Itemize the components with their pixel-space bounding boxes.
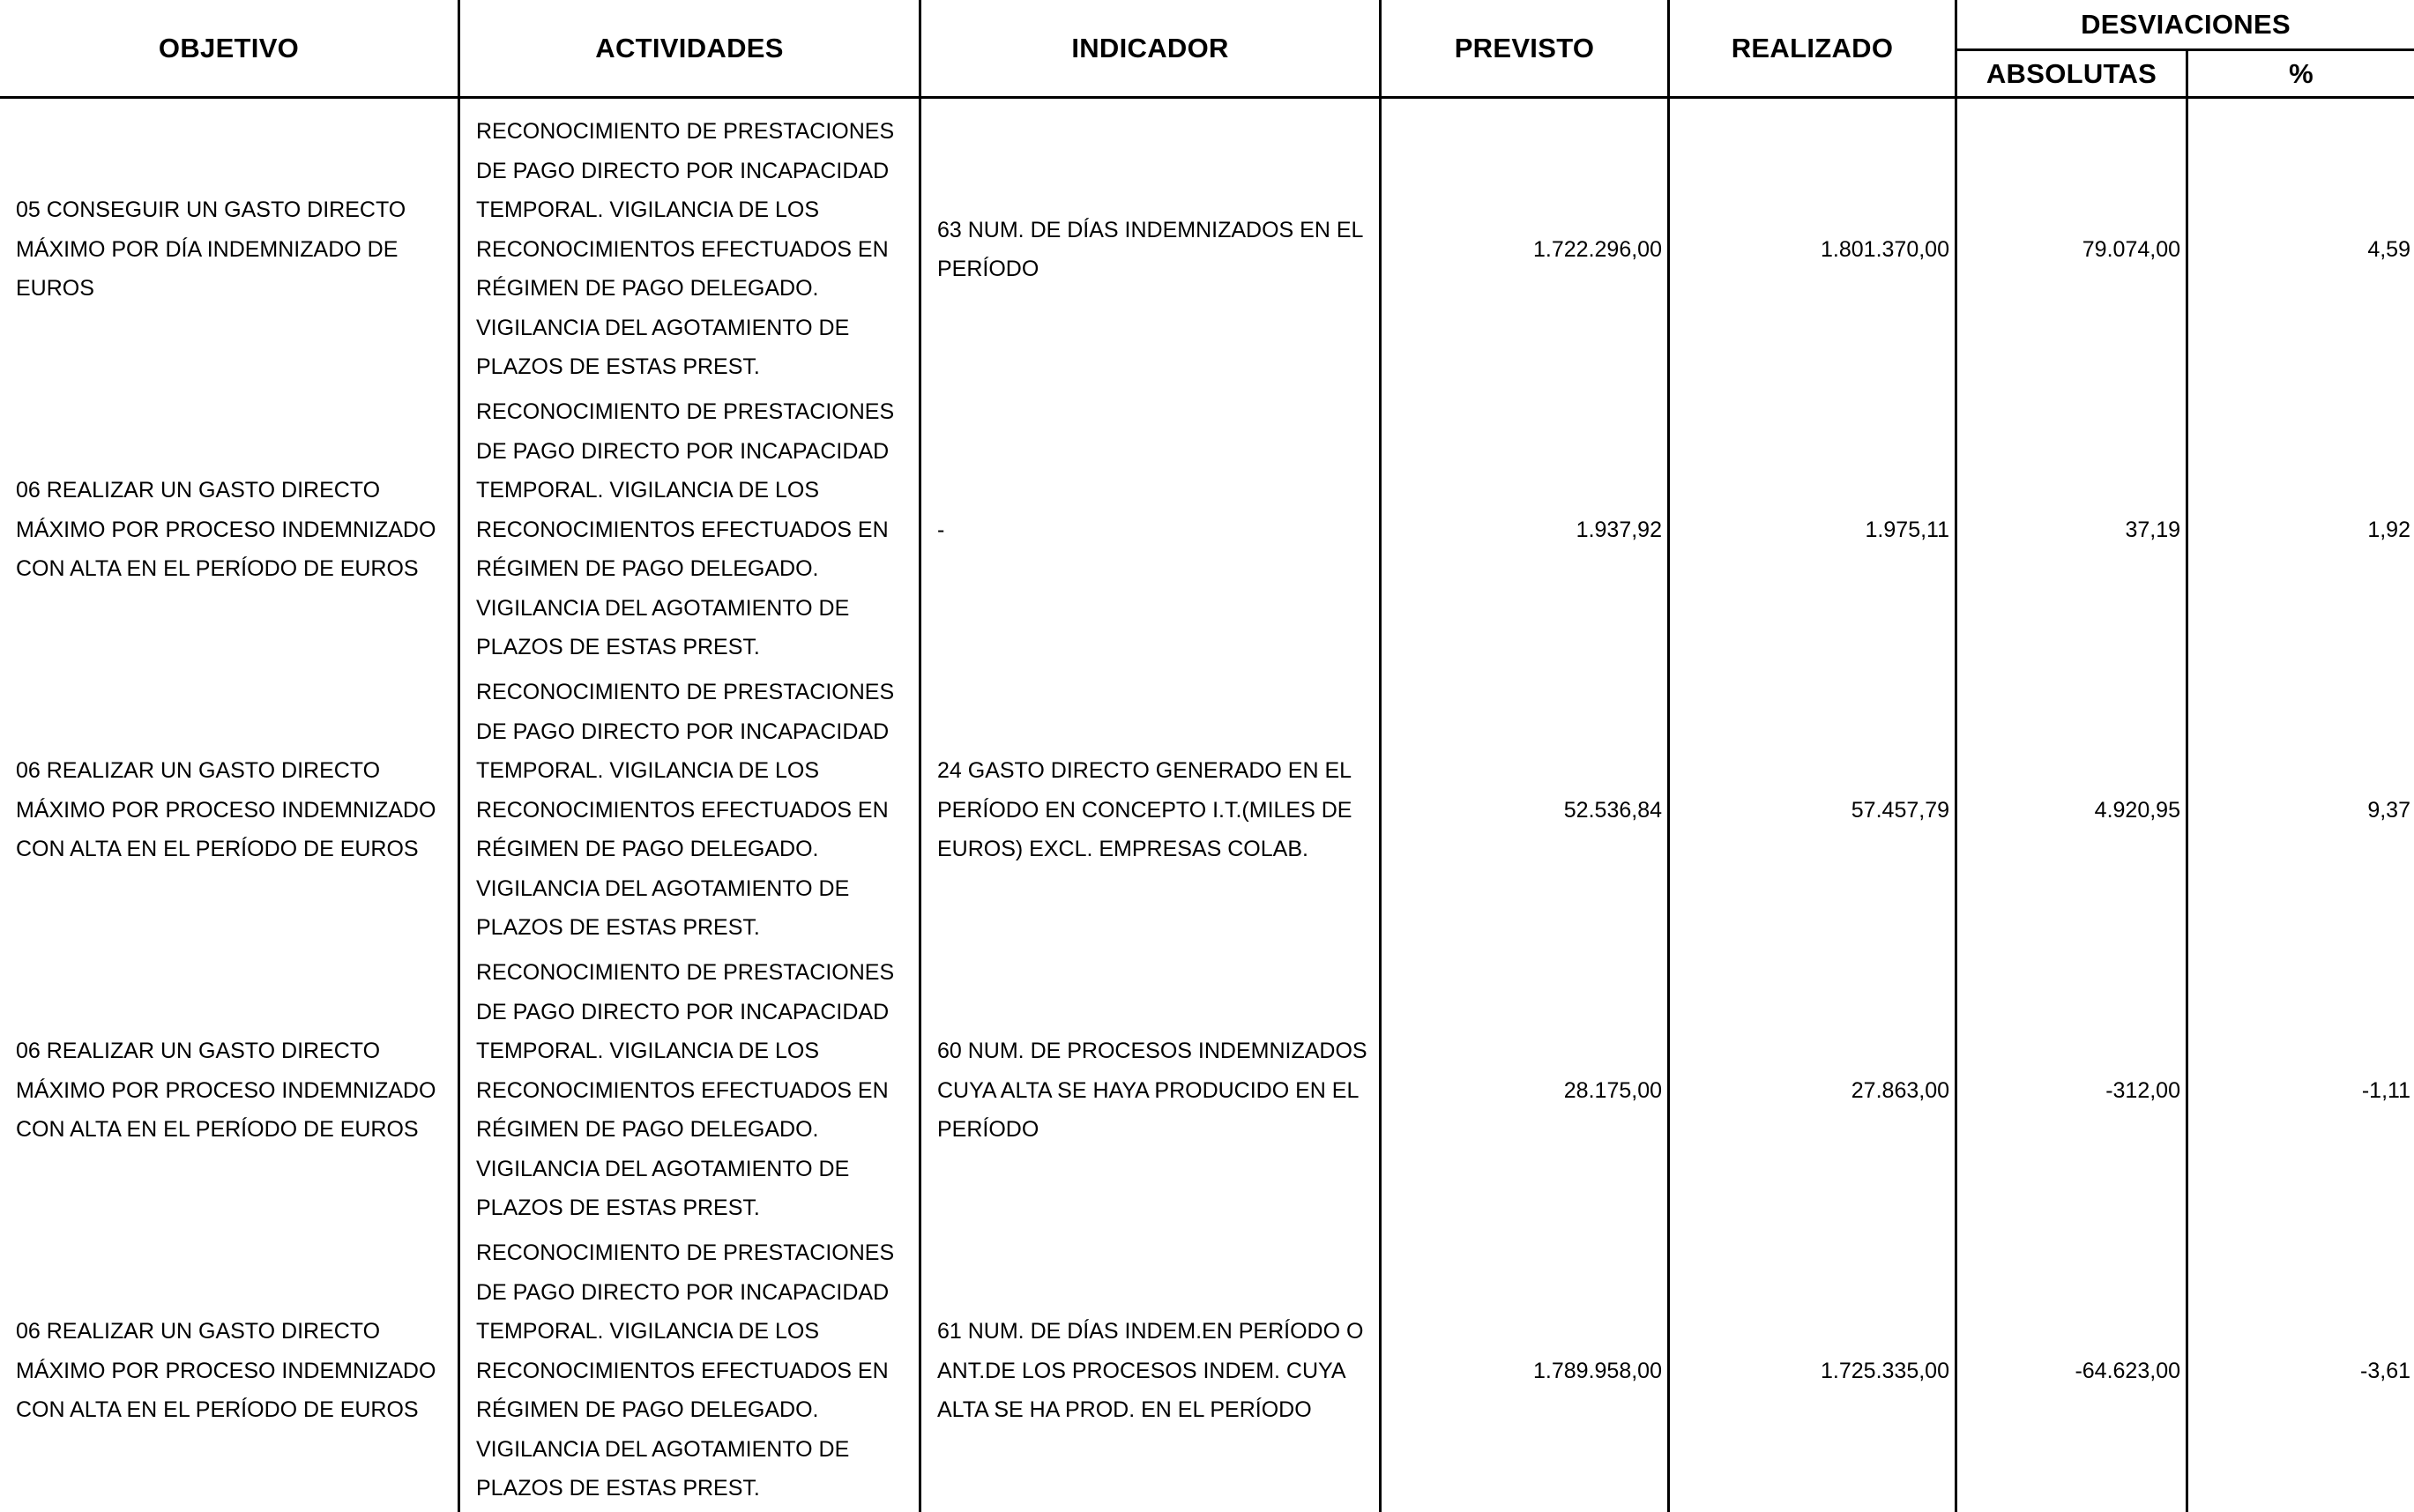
cell-absolutas: -312,00 — [2105, 1077, 2180, 1103]
cell-objetivo: 06 REALIZAR UN GASTO DIRECTO MÁXIMO POR PROCESO INDEMNIZADO CON ALTA EN EL PERÍODO DE EUROS — [16, 758, 436, 862]
header-indicador: INDICADOR — [1071, 33, 1229, 63]
header-absolutas: ABSOLUTAS — [1986, 57, 2157, 89]
cell-actividades: RECONOCIMIENTO DE PRESTACIONES DE PAGO DIRECTO POR INCAPACIDAD TEMPORAL. VIGILANCIA DE LOS RECONOCIMIENTOS EFECTUADOS EN RÉGIMEN DE PAGO DELEGADO. VIGILANCIA DEL AGOTAMIENTO DE PLAZOS DE ESTAS PREST. — [476, 680, 895, 941]
cell-objetivo: 06 REALIZAR UN GASTO DIRECTO MÁXIMO POR PROCESO INDEMNIZADO CON ALTA EN EL PERÍODO DE EUROS — [16, 1039, 436, 1143]
cell-objetivo: 05 CONSEGUIR UN GASTO DIRECTO MÁXIMO POR DÍA INDEMNIZADO DE EUROS — [16, 197, 406, 302]
table-row — [0, 109, 2414, 390]
cell-actividades: RECONOCIMIENTO DE PRESTACIONES DE PAGO DIRECTO POR INCAPACIDAD TEMPORAL. VIGILANCIA DE LOS RECONOCIMIENTOS EFECTUADOS EN RÉGIMEN DE PAGO DELEGADO. VIGILANCIA DEL AGOTAMIENTO DE PLAZOS DE ESTAS PREST. — [476, 1240, 895, 1501]
cell-porcentaje: -3,61 — [2360, 1358, 2410, 1383]
cell-realizado: 1.725.335,00 — [1821, 1358, 1949, 1383]
header-actividades: ACTIVIDADES — [595, 33, 784, 63]
cell-indicador: 60 NUM. DE PROCESOS INDEMNIZADOS CUYA ALTA SE HAYA PRODUCIDO EN EL PERÍODO — [937, 1039, 1367, 1143]
cell-realizado: 1.975,11 — [1865, 517, 1949, 542]
cell-objetivo: 06 REALIZAR UN GASTO DIRECTO MÁXIMO POR PROCESO INDEMNIZADO CON ALTA EN EL PERÍODO DE EUROS — [16, 478, 436, 582]
cell-previsto: 1.789.958,00 — [1533, 1358, 1662, 1383]
cell-previsto: 1.722.296,00 — [1533, 236, 1662, 262]
cell-objetivo: 06 REALIZAR UN GASTO DIRECTO MÁXIMO POR PROCESO INDEMNIZADO CON ALTA EN EL PERÍODO DE EUROS — [16, 1319, 436, 1423]
table-row — [0, 670, 2414, 950]
table-row — [0, 1231, 2414, 1511]
table-row — [0, 390, 2414, 670]
cell-indicador: 61 NUM. DE DÍAS INDEM.EN PERÍODO O ANT.DE LOS PROCESOS INDEM. CUYA ALTA SE HA PROD. EN EL PERÍODO — [937, 1319, 1364, 1423]
cell-realizado: 1.801.370,00 — [1821, 236, 1949, 262]
cell-absolutas: 79.074,00 — [2082, 236, 2180, 262]
cell-absolutas: -64.623,00 — [2075, 1358, 2180, 1383]
cell-absolutas: 37,19 — [2125, 517, 2180, 542]
cell-previsto: 1.937,92 — [1576, 517, 1662, 542]
cell-porcentaje: 1,92 — [2367, 517, 2410, 542]
cell-porcentaje: 9,37 — [2367, 797, 2410, 823]
cell-realizado: 27.863,00 — [1851, 1077, 1949, 1103]
cell-porcentaje: -1,11 — [2361, 1077, 2410, 1103]
header-realizado: REALIZADO — [1731, 33, 1894, 63]
header-porcentaje: % — [2289, 57, 2313, 89]
table-row — [0, 950, 2414, 1231]
cell-actividades: RECONOCIMIENTO DE PRESTACIONES DE PAGO DIRECTO POR INCAPACIDAD TEMPORAL. VIGILANCIA DE LOS RECONOCIMIENTOS EFECTUADOS EN RÉGIMEN DE PAGO DELEGADO. VIGILANCIA DEL AGOTAMIENTO DE PLAZOS DE ESTAS PREST. — [476, 399, 895, 660]
cell-indicador: - — [937, 517, 945, 542]
cell-indicador: 63 NUM. DE DÍAS INDEMNIZADOS EN EL PERÍODO — [937, 217, 1364, 281]
cell-previsto: 28.175,00 — [1563, 1077, 1662, 1103]
header-desviaciones: DESVIACIONES — [2081, 8, 2291, 40]
header-previsto: PREVISTO — [1454, 33, 1595, 63]
cell-realizado: 57.457,79 — [1851, 797, 1949, 823]
cell-indicador: 24 GASTO DIRECTO GENERADO EN EL PERÍODO EN CONCEPTO I.T.(MILES DE EUROS) EXCL. EMPRESAS COLAB. — [937, 758, 1352, 862]
cell-actividades: RECONOCIMIENTO DE PRESTACIONES DE PAGO DIRECTO POR INCAPACIDAD TEMPORAL. VIGILANCIA DE LOS RECONOCIMIENTOS EFECTUADOS EN RÉGIMEN DE PAGO DELEGADO. VIGILANCIA DEL AGOTAMIENTO DE PLAZOS DE ESTAS PREST. — [476, 119, 895, 380]
cell-absolutas: 4.920,95 — [2094, 797, 2180, 823]
cell-actividades: RECONOCIMIENTO DE PRESTACIONES DE PAGO DIRECTO POR INCAPACIDAD TEMPORAL. VIGILANCIA DE LOS RECONOCIMIENTOS EFECTUADOS EN RÉGIMEN DE PAGO DELEGADO. VIGILANCIA DEL AGOTAMIENTO DE PLAZOS DE ESTAS PREST. — [476, 960, 895, 1221]
header-objetivo: OBJETIVO — [158, 33, 300, 63]
cell-porcentaje: 4,59 — [2367, 236, 2410, 262]
cell-previsto: 52.536,84 — [1563, 797, 1662, 823]
